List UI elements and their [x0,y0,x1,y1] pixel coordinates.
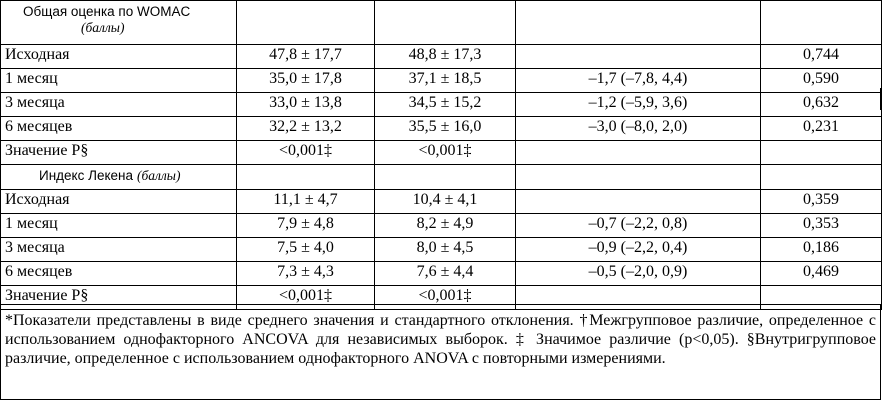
row-label: Значение P§ [1,286,237,310]
empty-cell [761,1,882,45]
row-label: 1 месяц [1,69,237,93]
group-b-value: 8,2 ± 4,9 [375,214,516,238]
table-body [1,1,882,310]
p-value: 0,231 [761,117,882,141]
table-row [1,69,882,93]
row-label: 6 месяцев [1,117,237,141]
group-b-value: 10,4 ± 4,1 [375,190,516,214]
table-footnote [0,304,881,400]
section-header-row [1,1,882,45]
table-edge-mark [880,88,881,110]
section-title-cell [1,1,237,45]
row-label: Исходная [1,190,237,214]
empty-cell [237,1,375,45]
section-title: Общая оценка по WOMAC [23,4,191,19]
section-title-cell [1,165,237,190]
row-label: Значение P§ [1,141,237,165]
group-a-value: 33,0 ± 13,8 [237,93,375,117]
empty-cell [761,141,882,165]
group-b-value: 7,6 ± 4,4 [375,262,516,286]
group-a-value: 7,3 ± 4,3 [237,262,375,286]
row-label: 3 месяца [1,93,237,117]
group-a-value: 7,9 ± 4,8 [237,214,375,238]
difference-value: –0,9 (–2,2, 0,4) [516,238,761,262]
row-label: Исходная [1,45,237,69]
group-b-value: 34,5 ± 15,2 [375,93,516,117]
group-b-value: <0,001‡ [375,286,516,310]
section-unit: (баллы) [81,19,125,35]
footnote-text: *Показатели представлены в виде среднего значения и стандартного отклонения. †Межгрупповое различие, определенное с использованием однофакторного ANCOVA для независимых выборок. ‡ Значимое различие (p<0,05). §Внутригрупповое различие, определенное с использованием однофакторного ANOVA с повторными измерениями. [5,312,876,367]
p-value: 0,353 [761,214,882,238]
table-row [1,262,882,286]
group-a-value: 47,8 ± 17,7 [237,45,375,69]
p-value-row [1,141,882,165]
difference-value: –0,7 (–2,2, 0,8) [516,214,761,238]
group-b-value: 8,0 ± 4,5 [375,238,516,262]
table-row [1,214,882,238]
group-a-value: <0,001‡ [237,141,375,165]
section-header-row [1,165,882,190]
p-value: 0,744 [761,45,882,69]
difference-value: –1,7 (–7,8, 4,4) [516,69,761,93]
p-value: 0,632 [761,93,882,117]
section-title: Индекс Лекена [39,168,133,183]
row-label: 1 месяц [1,214,237,238]
empty-cell [516,165,761,190]
section-unit: (баллы) [137,168,181,183]
difference-value [516,45,761,69]
group-a-value: 11,1 ± 4,7 [237,190,375,214]
table-row [1,190,882,214]
difference-value: –1,2 (–5,9, 3,6) [516,93,761,117]
group-a-value: 32,2 ± 13,2 [237,117,375,141]
empty-cell [375,1,516,45]
difference-value: –3,0 (–8,0, 2,0) [516,117,761,141]
table-row [1,93,882,117]
table-row [1,238,882,262]
group-b-value: <0,001‡ [375,141,516,165]
group-a-value: 7,5 ± 4,0 [237,238,375,262]
row-label: 3 месяца [1,238,237,262]
empty-cell [761,165,882,190]
empty-cell [237,165,375,190]
group-b-value: 35,5 ± 16,0 [375,117,516,141]
empty-cell [375,165,516,190]
p-value: 0,469 [761,262,882,286]
p-value: 0,359 [761,190,882,214]
difference-value: –0,5 (–2,0, 0,9) [516,262,761,286]
empty-cell [516,1,761,45]
p-value: 0,186 [761,238,882,262]
group-a-value: <0,001‡ [237,286,375,310]
group-b-value: 37,1 ± 18,5 [375,69,516,93]
table-row [1,45,882,69]
p-value: 0,590 [761,69,882,93]
row-label: 6 месяцев [1,262,237,286]
difference-value [516,190,761,214]
table-row [1,117,882,141]
group-b-value: 48,8 ± 17,3 [375,45,516,69]
group-a-value: 35,0 ± 17,8 [237,69,375,93]
empty-cell [516,141,761,165]
